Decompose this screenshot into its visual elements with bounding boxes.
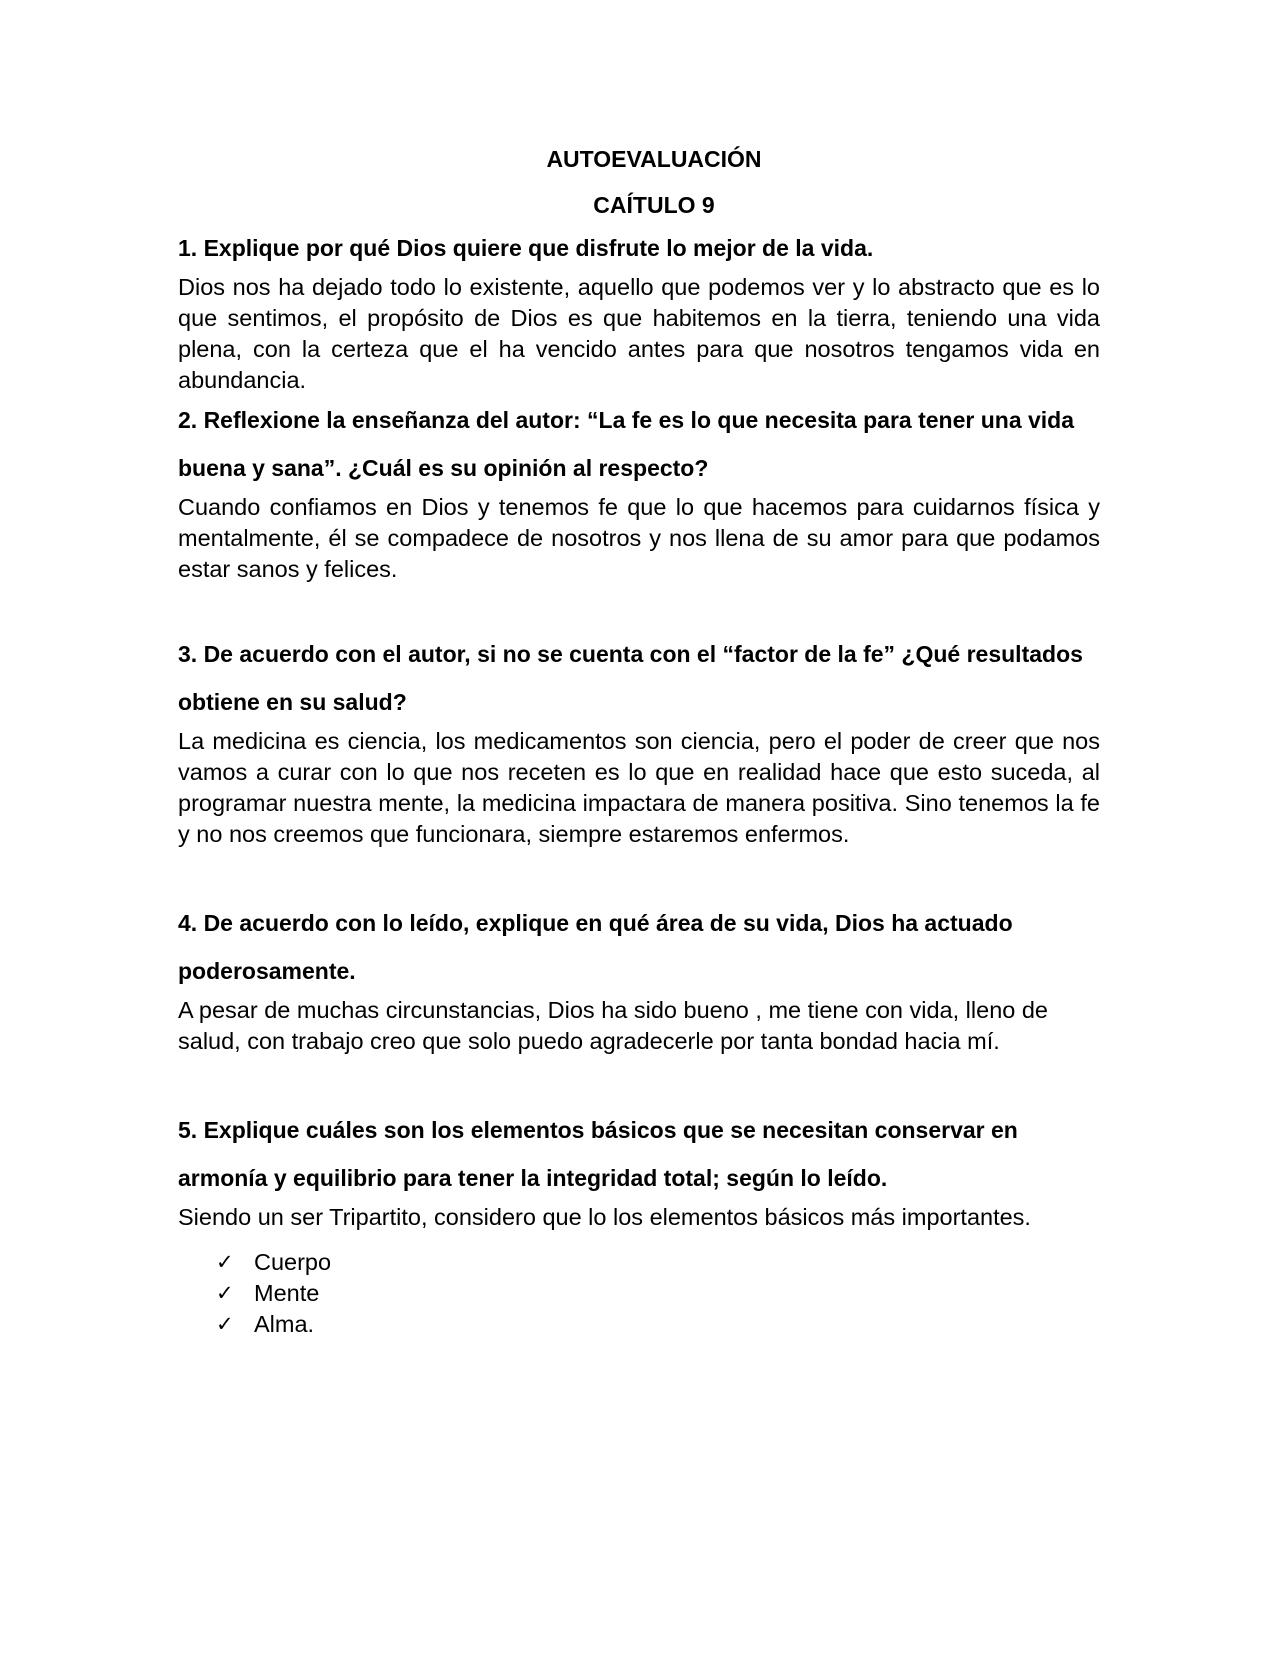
checkmark-icon: ✓ bbox=[216, 1313, 234, 1336]
question-5: 5. Explique cuáles son los elementos básicos que se necesitan conservar en armonía y equilibrio para tener la integridad total; según lo leído. bbox=[178, 1117, 1018, 1191]
answer-4: A pesar de muchas circunstancias, Dios ha sido bueno , me tiene con vida, lleno de salud, con trabajo creo que solo puedo agradecerle por tanta bondad hacia mí. bbox=[178, 997, 1049, 1054]
checklist-item-label: Cuerpo bbox=[254, 1249, 332, 1275]
spacer bbox=[178, 585, 1100, 632]
question-1: 1. Explique por qué Dios quiere que disfrute lo mejor de la vida. bbox=[178, 235, 874, 261]
question-4: 4. De acuerdo con lo leído, explique en qué área de su vida, Dios ha actuado poderosamente. bbox=[178, 910, 1013, 984]
checklist-item bbox=[216, 1247, 1100, 1278]
document-page bbox=[178, 138, 1100, 1340]
spacer bbox=[178, 850, 1100, 897]
checklist-item-label: Mente bbox=[254, 1280, 320, 1306]
checklist-item bbox=[216, 1278, 1100, 1309]
answer-5: Siendo un ser Tripartito, considero que lo los elementos básicos más importantes. bbox=[178, 1204, 1031, 1230]
chapter-title: CAÍTULO 9 bbox=[593, 192, 715, 218]
checklist-item-label: Alma. bbox=[254, 1311, 315, 1337]
checkmark-icon: ✓ bbox=[216, 1251, 234, 1274]
answer-1: Dios nos ha dejado todo lo existente, aquello que podemos ver y lo abstracto que es lo que sentimos, el propósito de Dios es que habitemos en la tierra, teniendo una vida plena, con la certeza que el ha vencido antes para que nosotros tengamos vida en abundancia. bbox=[178, 274, 1100, 393]
question-3: 3. De acuerdo con el autor, si no se cuenta con el “factor de la fe” ¿Qué resultados obtiene en su salud? bbox=[178, 641, 1083, 715]
document-title: AUTOEVALUACIÓN bbox=[546, 146, 762, 172]
checkmark-icon: ✓ bbox=[216, 1282, 234, 1305]
checklist-item bbox=[216, 1309, 1100, 1340]
spacer bbox=[178, 1057, 1100, 1104]
question-2: 2. Reflexione la enseñanza del autor: “La fe es lo que necesita para tener una vida buena y sana”. ¿Cuál es su opinión al respecto? bbox=[178, 407, 1075, 481]
answer-2: Cuando confiamos en Dios y tenemos fe que lo que hacemos para cuidarnos física y mentalmente, él se compadece de nosotros y nos llena de su amor para que podamos estar sanos y felices. bbox=[178, 494, 1100, 582]
elements-checklist bbox=[178, 1247, 1100, 1340]
answer-3: La medicina es ciencia, los medicamentos son ciencia, pero el poder de creer que nos vamos a curar con lo que nos receten es lo que en realidad hace que esto suceda, al programar nuestra mente, la medicina impactara de manera positiva. Sino tenemos la fe y no nos creemos que funcionara, siempre estaremos enfermos. bbox=[178, 728, 1100, 847]
